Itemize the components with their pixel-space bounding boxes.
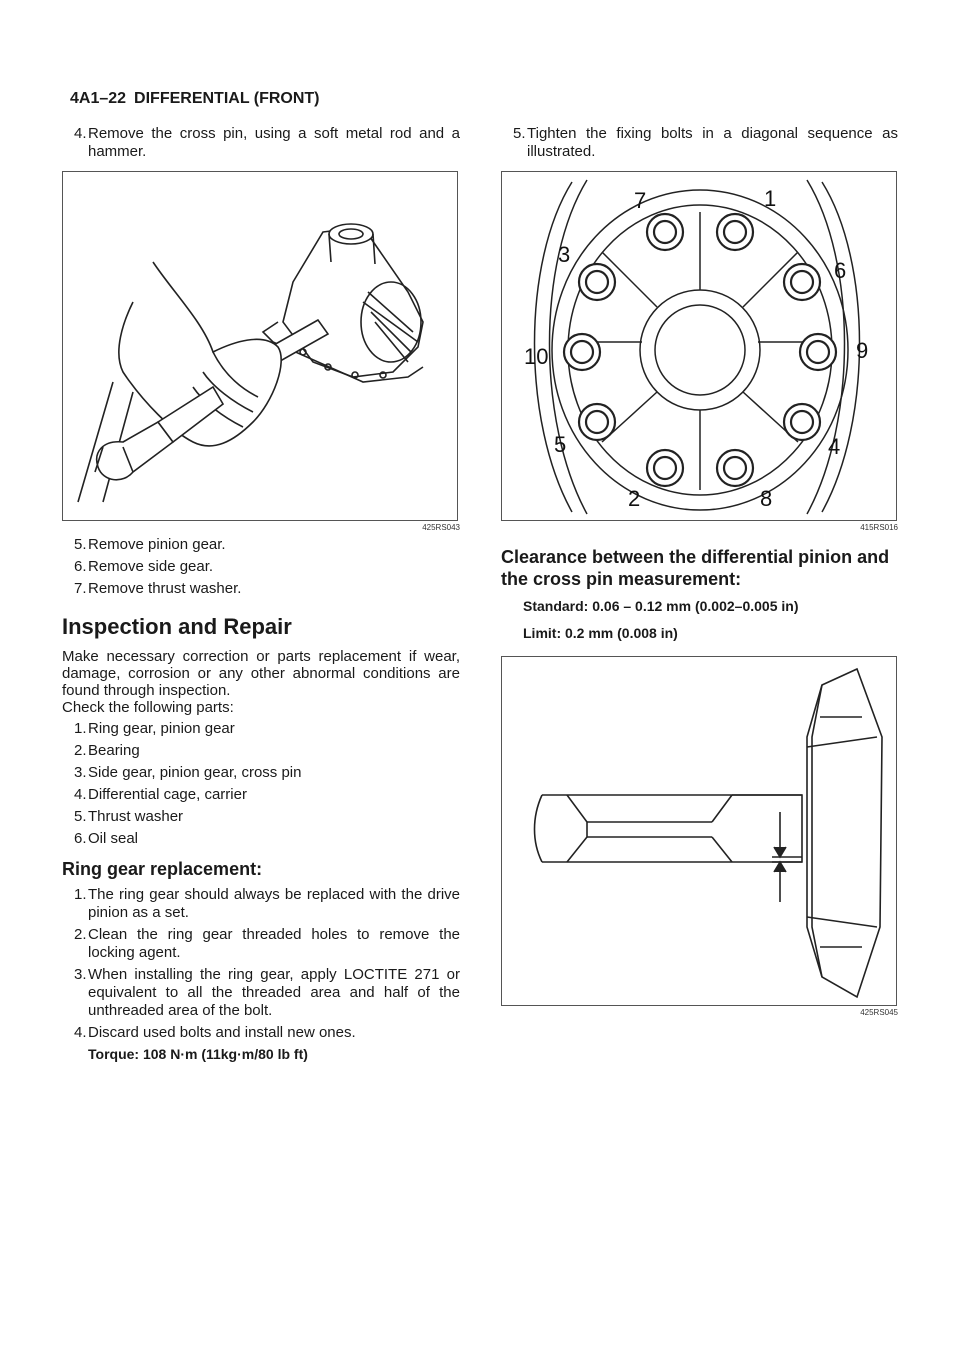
step-number: 4 . bbox=[74, 1024, 87, 1042]
bolt-label-5: 5 bbox=[554, 432, 567, 457]
item-number: 1 . bbox=[74, 720, 87, 738]
list-item bbox=[62, 558, 460, 576]
inspection-heading: Inspection and Repair bbox=[62, 614, 292, 639]
clearance-illustration bbox=[502, 657, 896, 1005]
bolt-label-2: 2 bbox=[628, 486, 641, 511]
bolt-label-9: 9 bbox=[856, 338, 869, 363]
figure-clearance bbox=[501, 656, 897, 1006]
item-text: Oil seal bbox=[88, 830, 139, 847]
bolt-label-7: 7 bbox=[634, 188, 647, 213]
standard-spec: Standard: 0.06 – 0.12 mm (0.002–0.005 in) bbox=[523, 598, 799, 614]
item-text: Thrust washer bbox=[88, 808, 184, 825]
removal-step-list bbox=[62, 536, 460, 598]
step-number: 5 . bbox=[74, 536, 87, 554]
item-number: 2 . bbox=[74, 742, 87, 760]
step-4-remove-cross-pin bbox=[62, 125, 460, 161]
step-number: 3 . bbox=[74, 966, 87, 984]
ring-gear-steps bbox=[62, 886, 460, 1042]
parts-list bbox=[62, 720, 460, 848]
ring-gear-heading: Ring gear replacement: bbox=[62, 859, 263, 879]
limit-spec: Limit: 0.2 mm (0.008 in) bbox=[523, 625, 678, 641]
bolt-label-1: 1 bbox=[764, 186, 777, 211]
item-number: 4 . bbox=[74, 786, 87, 804]
list-item bbox=[62, 966, 460, 1020]
step-text: When installing the ring gear, apply LOCTITE 271 or equivalent to all the threaded area and half of the unthreaded area of the bolt. bbox=[88, 966, 460, 1019]
bolt-label-6: 6 bbox=[834, 258, 847, 283]
bolt-label-4: 4 bbox=[828, 434, 841, 459]
step-text: Clean the ring gear threaded holes to remove the locking agent. bbox=[88, 926, 460, 961]
step-5-tighten-bolts bbox=[501, 125, 898, 161]
list-item bbox=[62, 808, 460, 826]
bolt-sequence-illustration bbox=[502, 172, 896, 520]
item-text: Ring gear, pinion gear bbox=[88, 720, 235, 737]
figure-code: 425RS043 bbox=[422, 523, 460, 532]
step-text: Remove thrust washer. bbox=[88, 580, 242, 597]
list-item bbox=[62, 786, 460, 804]
item-number: 6 . bbox=[74, 830, 87, 848]
step-text: Discard used bolts and install new ones. bbox=[88, 1024, 356, 1041]
torque-spec: Torque: 108 N·m (11kg·m/80 lb ft) bbox=[88, 1046, 308, 1062]
figure-code: 425RS045 bbox=[860, 1008, 898, 1017]
step-text: Remove the cross pin, using a soft metal rod and a hammer. bbox=[88, 125, 460, 160]
step-text: The ring gear should always be replaced with the drive pinion as a set. bbox=[88, 886, 460, 921]
item-text: Bearing bbox=[88, 742, 140, 759]
left-column bbox=[62, 125, 460, 1062]
step-text: Remove pinion gear. bbox=[88, 536, 226, 553]
bolt-label-3: 3 bbox=[558, 242, 571, 267]
step-number: 4 . bbox=[74, 125, 87, 143]
step-number: 7 . bbox=[74, 580, 87, 598]
step-number: 1 . bbox=[74, 886, 87, 904]
figure-cross-pin-removal bbox=[62, 171, 458, 521]
step-number: 2 . bbox=[74, 926, 87, 944]
list-item bbox=[62, 926, 460, 962]
clearance-heading: Clearance between the differential pinion and the cross pin measurement: bbox=[501, 547, 890, 589]
step-text: Remove side gear. bbox=[88, 558, 214, 575]
item-text: Differential cage, carrier bbox=[88, 786, 247, 803]
inspection-paragraph: Make necessary correction or parts replacement if wear, damage, corrosion or any other abnormal conditions are found through inspection. bbox=[62, 648, 460, 699]
list-item bbox=[62, 1024, 460, 1042]
check-parts-intro: Check the following parts: bbox=[62, 699, 234, 716]
removal-steps bbox=[62, 536, 460, 598]
list-item bbox=[62, 830, 460, 848]
list-item bbox=[62, 764, 460, 782]
figure-code: 415RS016 bbox=[860, 523, 898, 532]
cross-pin-removal-illustration bbox=[63, 172, 457, 520]
figure-bolt-sequence bbox=[501, 171, 897, 521]
step-text: Tighten the fixing bolts in a diagonal sequence as illustrated. bbox=[527, 125, 898, 160]
right-column bbox=[501, 125, 898, 1017]
bolt-label-8: 8 bbox=[760, 486, 773, 511]
step-number: 6 . bbox=[74, 558, 87, 576]
page-header bbox=[70, 90, 320, 108]
page-number: 4A1–22 bbox=[70, 90, 127, 107]
list-item bbox=[62, 536, 460, 554]
item-number: 3 . bbox=[74, 764, 87, 782]
list-item bbox=[62, 886, 460, 922]
item-number: 5 . bbox=[74, 808, 87, 826]
item-text: Side gear, pinion gear, cross pin bbox=[88, 764, 302, 781]
bolt-label-10: 10 bbox=[524, 344, 549, 369]
list-item bbox=[62, 742, 460, 760]
step-number: 5 . bbox=[513, 125, 526, 143]
section-title: DIFFERENTIAL (FRONT) bbox=[134, 90, 320, 107]
list-item bbox=[62, 720, 460, 738]
list-item bbox=[62, 580, 460, 598]
